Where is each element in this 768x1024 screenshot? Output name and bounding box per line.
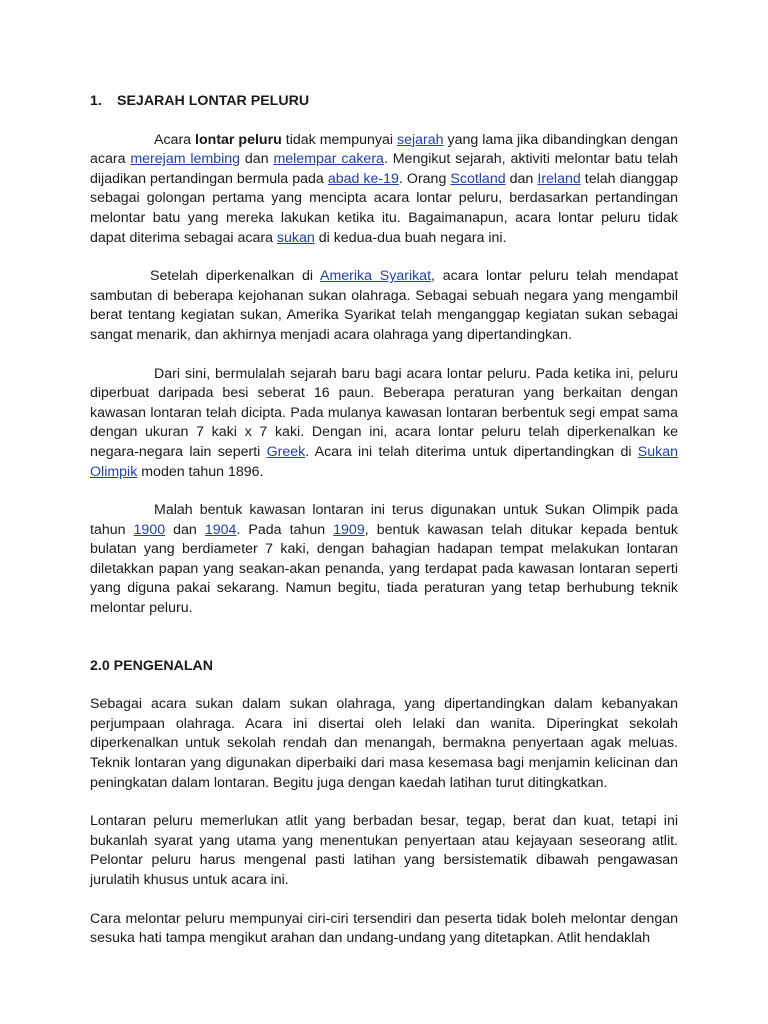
text: tidak mempunyai bbox=[281, 131, 397, 148]
text: telah dianggap sebagai golongan pertama yang mencipta acara lontar peluru, berdasarkan pertandingan melontar batu yang mereka lakukan ketika itu. Bagaimanapun, acara lontar peluru tidak dapat diterima sebagai acara bbox=[90, 170, 678, 246]
text: . Acara ini telah diterima untuk dipertandingkan di bbox=[305, 443, 638, 460]
link-1904[interactable]: 1904 bbox=[204, 521, 237, 538]
link-sukan-olimpik[interactable]: Sukan Olimpik bbox=[90, 443, 678, 480]
text: yang lama jika dibandingkan dengan acara bbox=[90, 131, 678, 168]
link-sukan[interactable]: sukan bbox=[276, 229, 315, 246]
link-sejarah[interactable]: sejarah bbox=[397, 131, 444, 148]
text: Dari sini, bermulalah sejarah baru bagi acara lontar peluru. Pada ketika ini, peluru diperbuat daripada besi seberat 16 paun. Beberapa peraturan yang berkaitan dengan kawasan lontaran telah dicipta. Pada mulanya kawasan lontaran berbentuk segi empat sama dengan ukuran 7 kaki x 7 kaki. Dengan ini, acara lontar peluru telah diperkenalkan ke negara-negara lain seperti bbox=[90, 365, 678, 460]
text: Malah bentuk kawasan lontaran ini terus digunakan untuk Sukan Olimpik pada tahun bbox=[90, 502, 678, 538]
text: . Mengikut sejarah, aktiviti melontar batu telah dijadikan pertandingan bermula pada bbox=[90, 151, 679, 187]
section-1-heading bbox=[90, 92, 678, 112]
paragraph-intro-2: Lontaran peluru memerlukan atlit yang berbadan besar, tegap, berat dan kuat, tetapi ini bukanlah syarat yang utama yang menentukan penyertaan atau kejayaan seseorang atlit. Pelontar peluru harus mengenal pasti latihan yang bersistematik dibawah pengawasan jurulatih khusus untuk acara ini. bbox=[90, 813, 678, 888]
text: . Pada tahun bbox=[236, 521, 334, 538]
paragraph-history-4 bbox=[90, 501, 678, 619]
link-1900[interactable]: 1900 bbox=[133, 521, 166, 538]
text: dan bbox=[240, 151, 274, 168]
section-1-number: 1. bbox=[90, 93, 102, 109]
bold-term-lontar-peluru: lontar peluru bbox=[195, 131, 282, 148]
text: dan bbox=[165, 521, 205, 538]
link-scotland[interactable]: Scotland bbox=[450, 170, 506, 187]
paragraph-history-3 bbox=[90, 365, 678, 483]
paragraph-history-2 bbox=[90, 267, 678, 345]
paragraph-intro-3: Cara melontar peluru mempunyai ciri-ciri tersendiri dan peserta tidak boleh melontar dengan sesuka hati tampa mengikut arahan dan undang-undang yang ditetapkan. Atlit hendaklah bbox=[90, 910, 678, 947]
link-merejam-lembing[interactable]: merejam lembing bbox=[130, 151, 241, 168]
text: di kedua-dua buah negara ini. bbox=[314, 229, 507, 246]
text: moden tahun 1896. bbox=[137, 463, 264, 480]
paragraph-history-1 bbox=[90, 131, 678, 249]
section-1-title: SEJARAH LONTAR PELURU bbox=[117, 93, 310, 109]
link-amerika-syarikat[interactable]: Amerika Syarikat bbox=[319, 268, 432, 285]
paragraph-intro-1: Sebagai acara sukan dalam sukan olahraga, yang dipertandingkan dalam kebanyakan perjumpaan olahraga. Acara ini disertai oleh lelaki dan wanita. Diperingkat sekolah diperkenalkan untuk sekolah rendah dan menangah, bermakna penyertaan agak meluas. Teknik lontaran yang digunakan diperbaiki dari masa kesemasa bagi menjamin kelicinan dan peningkatan dalam lontaran. Begitu juga dengan kaedah latihan turut ditingkatkan. bbox=[90, 696, 678, 791]
link-1909[interactable]: 1909 bbox=[333, 521, 365, 538]
document-body bbox=[90, 92, 678, 949]
text: , acara lontar peluru telah mendapat sambutan di beberapa kejohanan sukan olahraga. Sebagai sebuah negara yang mengambil berat tentang kegiatan sukan, Amerika Syarikat telah menganggap kegiatan sukan sebagai sangat menarik, dan akhirnya menjadi acara olahraga yang dipertandingkan. bbox=[90, 268, 679, 343]
link-greek[interactable]: Greek bbox=[266, 443, 306, 460]
section-2-heading: 2.0 PENGENALAN bbox=[90, 657, 213, 674]
text: Acara bbox=[154, 131, 196, 148]
link-abad-ke-19[interactable]: abad ke-19 bbox=[327, 170, 399, 187]
link-ireland[interactable]: Ireland bbox=[537, 170, 581, 187]
text: . Orang bbox=[398, 170, 451, 187]
link-melempar-cakera[interactable]: melempar cakera bbox=[273, 151, 384, 168]
text: Setelah diperkenalkan di bbox=[150, 268, 320, 285]
text: , bentuk kawasan telah ditukar kepada bentuk bulatan yang berdiameter 7 kaki, dengan bahagian hadapan tempat melakukan lontaran diletakkan papan yang seakan-akan penanda, yang terdapat pada kawasan lontaran seperti yang diguna pakai sekarang. Namun begitu, tiada peraturan yang tetap berhubung teknik melontar peluru. bbox=[90, 521, 678, 617]
text: dan bbox=[505, 170, 538, 187]
